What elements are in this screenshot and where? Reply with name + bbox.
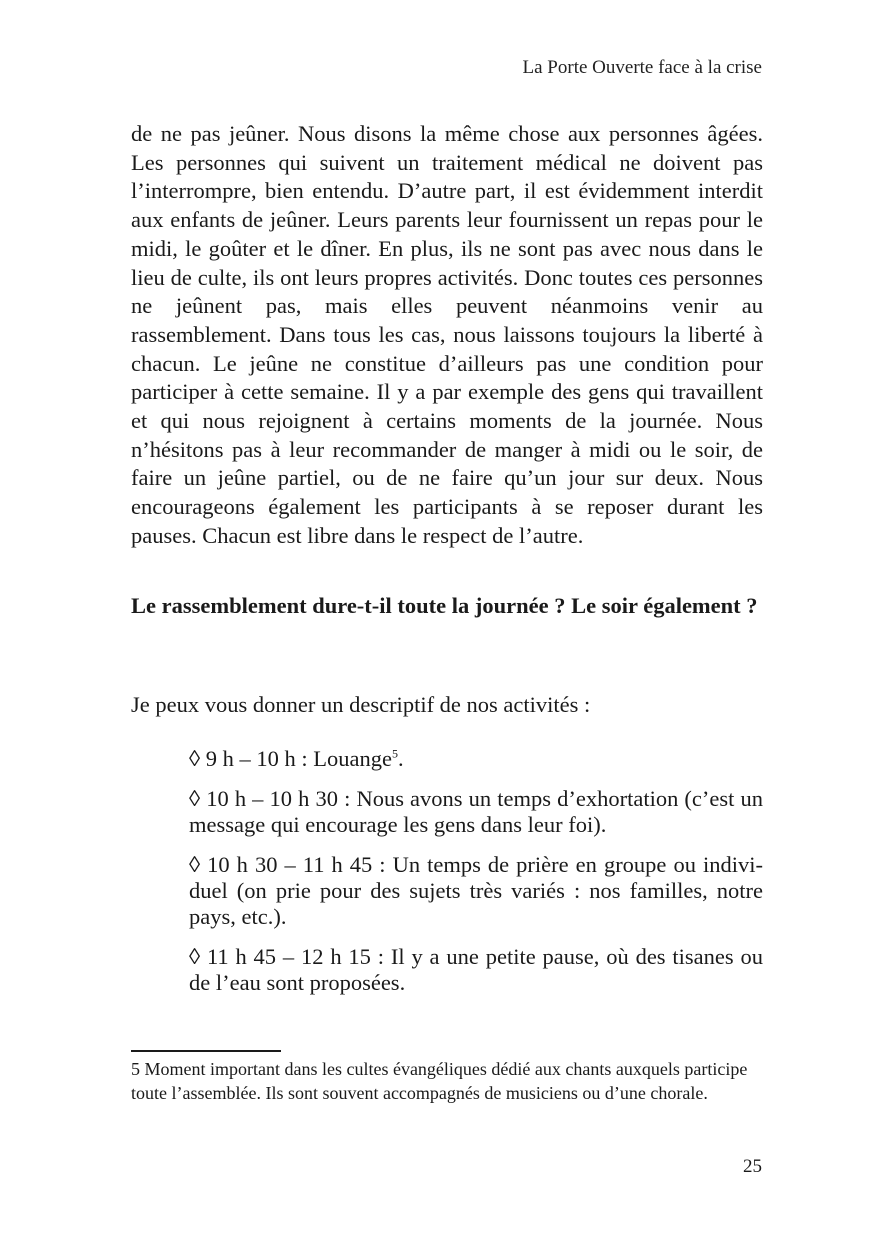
- running-header: La Porte Ouverte face à la crise: [522, 57, 762, 78]
- footnote-reference: 5: [391, 746, 398, 761]
- schedule-item-text: ◊ 10 h 30 – 11 h 45 : Un temps de prière en groupe ou individuel (on prie pour des sujets très variés : nos familles, notre pays, etc.).: [189, 852, 763, 929]
- schedule-item-suffix: .: [397, 746, 404, 771]
- schedule-item: [189, 852, 763, 930]
- schedule-item: [189, 786, 763, 838]
- schedule-intro: Je peux vous donner un descriptif de nos activités :: [131, 692, 591, 717]
- schedule-item-text: ◊ 9 h – 10 h : Louange: [189, 746, 392, 771]
- body-paragraph: de ne pas jeûner. Nous disons la même chose aux personnes âgées. Les personnes qui suivent un traitement médical ne doivent pas l’interrompre, bien entendu. D’autre part, il est évidemment interdit aux enfants de jeûner. Leurs parents leur fournissent un repas pour le midi, le goûter et le dîner. En plus, ils ne sont pas avec nous dans le lieu de culte, ils ont leurs propres activités. Donc toutes ces personnes ne jeûnent pas, mais elles peuvent néanmoins venir au rassemblement. Dans tous les cas, nous laissons toujours la liberté à chacun. Le jeûne ne constitue d’ailleurs pas une condition pour participer à cette semaine. Il y a par exemple des gens qui travaillent et qui nous rejoignent à certains moments de la journée. Nous n’hésitons pas à leur recommander de manger à midi ou le soir, de faire un jeûne partiel, ou de ne faire qu’un jour sur deux. Nous encourageons également les participants à se reposer durant les pauses. Chacun est libre dans le respect de l’autre.: [131, 121, 763, 548]
- activity-schedule-list: [189, 746, 763, 1010]
- schedule-item: [189, 944, 763, 996]
- footnote: 5 Moment important dans les cultes évangéliques dédié aux chants auxquels participe toute l’assemblée. Ils sont souvent accompagnés de musiciens ou d’une chorale.: [131, 1059, 748, 1103]
- footnote-separator: [131, 1050, 281, 1052]
- page-number: 25: [743, 1156, 762, 1177]
- schedule-item: [189, 746, 763, 772]
- schedule-item-text: ◊ 10 h – 10 h 30 : Nous avons un temps d’exhortation (c’est un message qui encourage les gens dans leur foi).: [189, 786, 763, 837]
- section-question-heading: Le rassemblement dure-t-il toute la journée ? Le soir également ?: [131, 593, 758, 618]
- schedule-item-text: ◊ 11 h 45 – 12 h 15 : Il y a une petite pause, où des tisanes ou de l’eau sont proposées.: [189, 944, 763, 995]
